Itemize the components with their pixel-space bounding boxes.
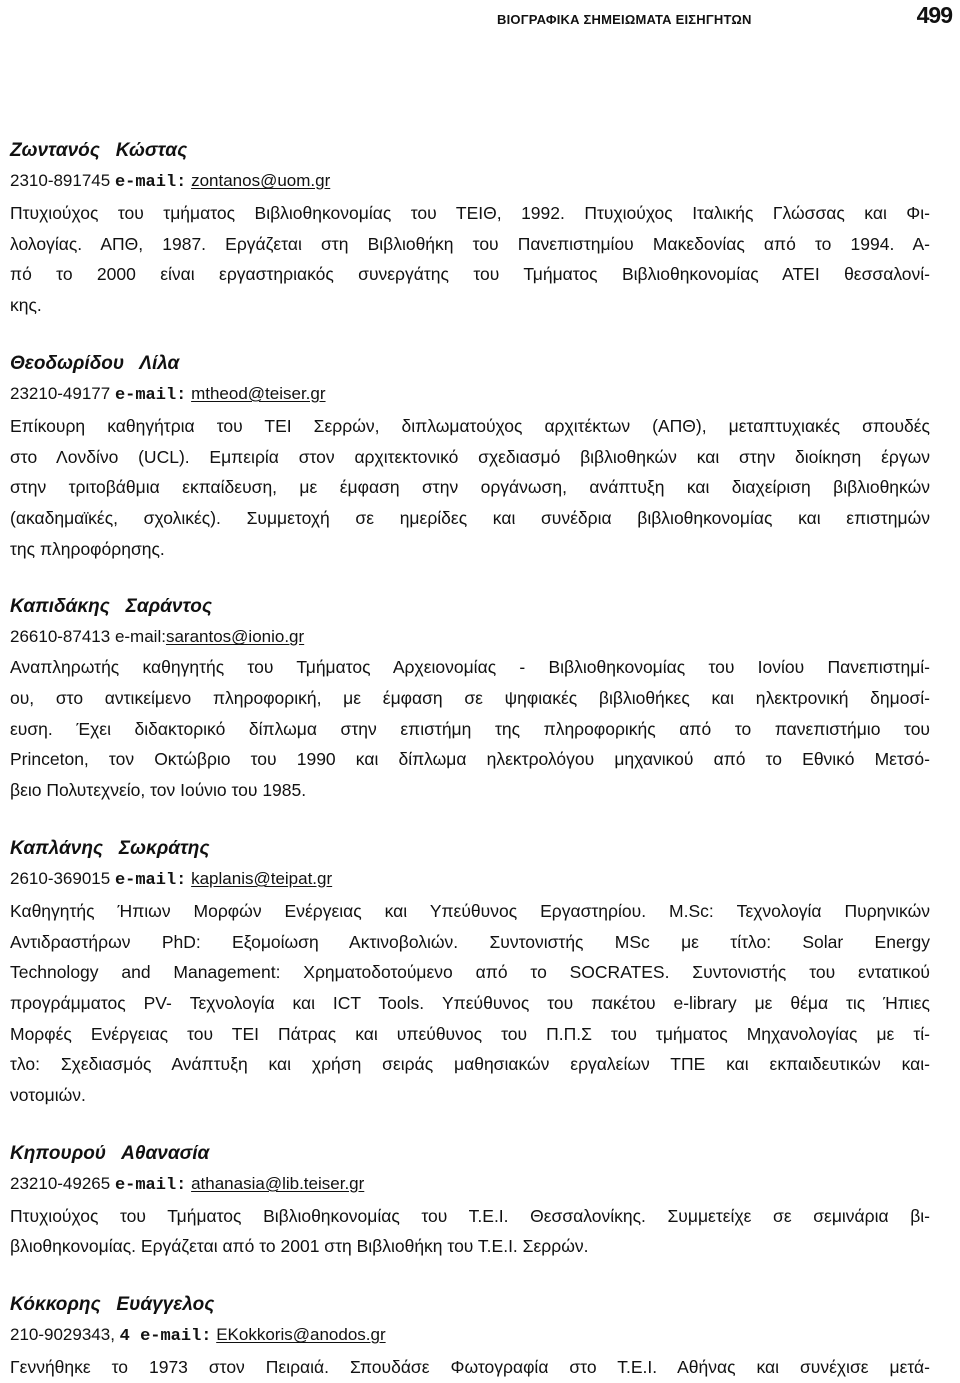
bio-line: Μορφές Ενέργειας του ΤΕΙ Πάτρας και υπεύθυνος του Π.Π.Σ του τμήματος Μηχανολογίας με τί- [10, 1023, 930, 1044]
bio-line: Αντιδραστήρων PhD: Εξομοίωση Ακτινοβολιών. Συντονιστής MSc με τίτλο: Solar Energy [10, 931, 930, 952]
bio-line: Γεννήθηκε το 1973 στον Πειραιά. Σπουδάσε Φωτογραφία στο Τ.Ε.Ι. Αθήνας και συνέχισε μετά- [10, 1357, 930, 1378]
page-number: 499 [916, 2, 952, 28]
biography-text [10, 1352, 930, 1383]
contact-line [10, 166, 930, 198]
bio-line: στο Λονδίνο (UCL). Εμπειρία στον αρχιτεκτονικό σχεδιασμό βιβλιοθηκών και στην διοίκηση έργων [10, 446, 930, 467]
speaker-entry [10, 1138, 930, 1262]
contact-line [10, 622, 930, 652]
phone-number: 23210-49177 [10, 383, 115, 403]
phone-number: 2310-891745 [10, 171, 115, 190]
biography-text [10, 1201, 930, 1262]
phone-number: 26610-87413 [10, 627, 115, 647]
phone-number: 210-9029343, [10, 1325, 120, 1345]
phone-extension: 4 [119, 1327, 141, 1347]
bio-line: Princeton, τον Οκτώβριο του 1990 και δίπλωμα ηλεκτρολόγου μηχανικού από το Εθνικό Μετσό- [10, 749, 930, 770]
contact-line [10, 864, 930, 896]
biography-text [10, 896, 930, 1111]
bio-line: ευση. Έχει διδακτορικό δίπλωμα στην επιστήμη της πληροφορικής από το πανεπιστήμιο του [10, 718, 930, 739]
email-link[interactable]: athanasia@lib.teiser.gr [191, 1173, 365, 1193]
email-link[interactable]: sarantos@ionio.gr [165, 627, 305, 647]
bio-line: νοτομιών. [10, 1085, 86, 1106]
email-link[interactable]: EKokkoris@anodos.gr [216, 1325, 386, 1345]
biography-text [10, 652, 930, 806]
bio-line: Technology and Management: Χρηματοδοτούμενο από το SOCRATES. Συντονιστής του εντατικού [10, 962, 930, 983]
email-label: e-mail: [140, 1327, 212, 1347]
speaker-name: Ζωντανός Κώστας [10, 140, 188, 161]
speaker-name: Καπιδάκης Σαράντος [10, 596, 212, 618]
biography-text [10, 198, 930, 321]
bio-line: (ακαδημαϊκές, σχολικές). Συμμετοχή σε ημερίδες και συνέδρια βιβλιοθηκονομίας και επιστημών [10, 507, 930, 528]
bio-line: πό το 2000 είναι εργαστηριακός συνεργάτης του Τμήματος Βιβλιοθηκονομίας ΑΤΕΙ θεσσαλονί- [10, 264, 930, 285]
bio-line: ου, στο αντικείμενο πληροφορική, με έμφαση σε ψηφιακές βιβλιοθήκες και ηλεκτρονική δημοσί- [10, 688, 930, 709]
email-link[interactable]: kaplanis@teipat.gr [191, 868, 333, 888]
speaker-name: Κηπουρού Αθανασία [10, 1142, 210, 1164]
contact-line [10, 1169, 930, 1201]
speaker-bios [10, 135, 930, 1383]
speaker-entry [10, 591, 930, 806]
phone-number: 23210-49265 [10, 1173, 115, 1193]
bio-line: τλο: Σχεδιασμός Ανάπτυξη και χρήση σειράς μαθησιακών εργαλείων ΤΠΕ και εκπαιδευτικών και- [10, 1054, 930, 1075]
email-link[interactable]: zontanos@uom.gr [191, 171, 331, 190]
speaker-entry [10, 1289, 930, 1383]
email-label: e-mail: [114, 1175, 187, 1195]
bio-line: βειο Πολυτεχνείο, τον Ιούνιο του 1985. [10, 780, 307, 801]
bio-line: Πτυχιούχος του Τμήματος Βιβλιοθηκονομίας του Τ.Ε.Ι. Θεσσαλονίκης. Συμμετείχε σε σεμινάρια βι- [10, 1205, 930, 1226]
contact-line [10, 379, 930, 411]
bio-line: Επίκουρη καθηγήτρια του ΤΕΙ Σερρών, διπλωματούχος αρχιτέκτων (ΑΠΘ), μεταπτυχιακές σπουδές [10, 415, 930, 436]
speaker-name: Κόκκορης Ευάγγελος [10, 1294, 215, 1316]
bio-line: βλιοθηκονομίας. Εργάζεται από το 2001 στη Βιβλιοθήκη του Τ.Ε.Ι. Σερρών. [10, 1236, 589, 1257]
speaker-name: Θεοδωρίδου Λίλα [10, 352, 180, 374]
email-label: e-mail: [114, 385, 187, 405]
phone-number: 2610-369015 [10, 868, 115, 888]
bio-line: της πληροφόρησης. [10, 538, 165, 559]
bio-line: κης. [10, 295, 42, 316]
bio-line: στην τριτοβάθμια εκπαίδευση, με έμφαση στην οργάνωση, ανάπτυξη και διαχείριση βιβλιοθηκών [10, 477, 930, 498]
speaker-entry [10, 833, 930, 1111]
running-header-title: ΒΙΟΓΡΑΦΙΚΑ ΣΗΜΕΙΩΜΑΤΑ ΕΙΣΗΓΗΤΩΝ [497, 12, 752, 27]
contact-line [10, 1320, 930, 1352]
bio-line: Πτυχιούχος του τμήματος Βιβλιοθηκονομίας του ΤΕΙΘ, 1992. Πτυχιούχος Ιταλικής Γλώσσας και Φι- [10, 203, 930, 223]
biography-text [10, 411, 930, 565]
bio-line: προγράμματος PV- Τεχνολογία και ICT Tools. Υπεύθυνος του πακέτου e-library με θέμα τις Ήπιες [10, 992, 930, 1013]
bio-line: Αναπληρωτής καθηγητής του Τμήματος Αρχειονομίας - Βιβλιοθηκονομίας του Ιονίου Πανεπιστημί- [10, 657, 930, 678]
email-label: e-mail: [114, 627, 166, 647]
email-link[interactable]: mtheod@teiser.gr [191, 383, 326, 403]
speaker-entry [10, 135, 930, 321]
speaker-entry [10, 348, 930, 565]
email-label: e-mail: [114, 173, 187, 192]
email-label: e-mail: [114, 870, 187, 890]
speaker-name: Καπλάνης Σωκράτης [10, 837, 210, 859]
bio-line: λολογίας. ΑΠΘ, 1987. Εργάζεται στη Βιβλιοθήκη του Πανεπιστημίου Μακεδονίας από το 1994. Α- [10, 233, 930, 254]
bio-line: Καθηγητής Ήπιων Μορφών Ενέργειας και Υπεύθυνος Εργαστηρίου. M.Sc: Τεχνολογία Πυρηνικών [10, 900, 930, 921]
